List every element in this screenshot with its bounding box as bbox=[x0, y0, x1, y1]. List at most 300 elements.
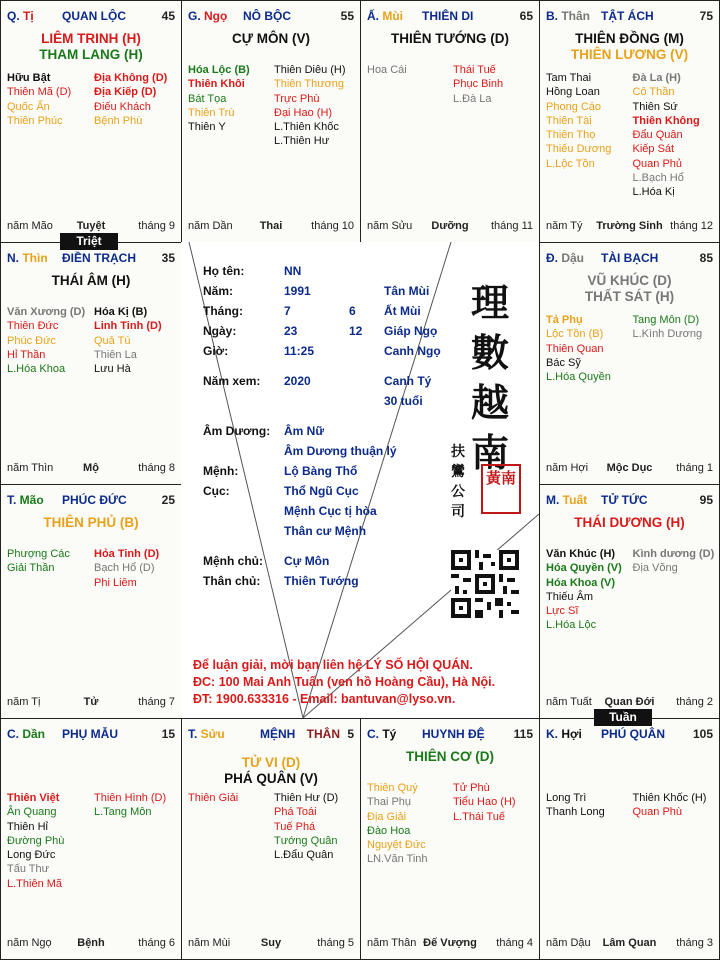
minor-star: Thiên Y bbox=[188, 121, 226, 134]
minor-star: Tấu Thư bbox=[7, 863, 50, 876]
year-branch: năm Tý bbox=[546, 220, 583, 232]
age: 30 tuổi bbox=[384, 394, 423, 408]
gio-label: Giờ: bbox=[203, 344, 229, 358]
palace-name: PHÚC ĐỨC bbox=[62, 493, 127, 507]
branch-suffix: Hợi bbox=[561, 727, 582, 741]
branch-suffix: Sửu bbox=[200, 727, 225, 741]
palace-branch bbox=[367, 727, 396, 741]
minor-star: Thiên Khốc (H) bbox=[632, 792, 707, 804]
minor-star: Thiên Đức bbox=[7, 320, 59, 333]
main-stars bbox=[540, 515, 719, 531]
minor-stars-right bbox=[633, 71, 700, 200]
minor-star: Quốc Ấn bbox=[7, 100, 50, 113]
branch-prefix: T. bbox=[188, 727, 201, 741]
minor-star: Phúc Đức bbox=[7, 334, 56, 347]
main-star: THIÊN LƯƠNG (V) bbox=[570, 47, 689, 62]
life-stage: Suy bbox=[260, 937, 282, 949]
minor-star: Thiếu Dương bbox=[546, 143, 612, 156]
minor-star: Tam Thai bbox=[546, 72, 592, 84]
palace-cell-khoi[interactable] bbox=[539, 718, 720, 960]
minor-star: Thiên Thọ bbox=[546, 129, 596, 142]
minor-star: Phá Toái bbox=[274, 806, 317, 819]
than-marker: THÂN bbox=[306, 727, 340, 741]
life-stage: Bệnh bbox=[77, 937, 105, 949]
nam-value: 1991 bbox=[284, 284, 311, 298]
minor-stars-right bbox=[453, 781, 516, 824]
palace-footer bbox=[546, 220, 713, 234]
palace-branch bbox=[546, 493, 587, 507]
minor-star: Phượng Các bbox=[7, 548, 70, 560]
minor-star: Thiên Sứ bbox=[632, 100, 678, 113]
main-stars bbox=[182, 31, 360, 47]
palace-cell-cty[interactable] bbox=[360, 718, 540, 960]
thanchu-value: Thiên Tướng bbox=[284, 574, 359, 588]
minor-star: L.Hóa Lộc bbox=[546, 619, 597, 632]
minor-star: Thiên Giải bbox=[188, 792, 239, 804]
qr-code-icon[interactable] bbox=[451, 550, 519, 618]
minor-star: Thiên Quan bbox=[546, 342, 604, 355]
minor-star: Văn Xương (D) bbox=[7, 306, 86, 318]
main-star: THẤT SÁT (H) bbox=[584, 289, 675, 304]
palace-footer bbox=[7, 220, 175, 234]
palace-branch bbox=[7, 727, 45, 741]
amduong-label: Âm Dương: bbox=[203, 424, 271, 438]
minor-stars-right bbox=[633, 313, 703, 342]
minor-stars-left bbox=[188, 791, 238, 805]
palace-number: 55 bbox=[340, 9, 354, 23]
cuc-label: Cục: bbox=[203, 484, 230, 498]
minor-star: Bát Tọa bbox=[188, 92, 227, 105]
month-label: tháng 8 bbox=[138, 462, 175, 474]
gio-canchi: Canh Ngọ bbox=[384, 344, 441, 358]
minor-star: Thanh Long bbox=[546, 806, 605, 819]
month-label: tháng 6 bbox=[138, 937, 175, 949]
cuc-value: Thổ Ngũ Cục bbox=[284, 484, 359, 498]
branch-prefix: Đ. bbox=[546, 251, 562, 265]
palace-number: 45 bbox=[161, 9, 175, 23]
main-star: THIÊN CƠ (D) bbox=[405, 749, 494, 764]
minor-star: Quan Phủ bbox=[632, 157, 683, 170]
minor-star: Linh Tinh (D) bbox=[94, 320, 162, 333]
center-info-panel bbox=[181, 242, 539, 718]
main-star: THIÊN PHỦ (B) bbox=[43, 515, 139, 530]
thang-label: Tháng: bbox=[203, 304, 243, 318]
minor-stars-left bbox=[546, 547, 622, 633]
year-branch: năm Ngọ bbox=[7, 937, 52, 949]
minor-stars-right bbox=[94, 71, 167, 128]
minor-stars-right bbox=[274, 791, 338, 862]
contact-line-3: ĐT: 1900.633316 - Email: bantuvan@lyso.vn. bbox=[193, 692, 456, 706]
main-star: LIÊM TRINH (H) bbox=[41, 31, 141, 46]
thanchu-label: Thân chủ: bbox=[203, 574, 261, 588]
branch-suffix: Tuất bbox=[562, 493, 588, 507]
calligraphy-side-text: 扶鸞公司 bbox=[451, 444, 465, 520]
palace-header bbox=[7, 251, 175, 267]
hoten-value: NN bbox=[284, 264, 302, 278]
palace-header bbox=[7, 727, 175, 743]
palace-name: QUAN LỘC bbox=[62, 9, 126, 23]
branch-suffix: Thân bbox=[561, 9, 591, 23]
calligraphy-ly: 理 bbox=[471, 280, 510, 325]
minor-star: Thiên Diêu (H) bbox=[274, 64, 346, 76]
life-stage: Mộc Dục bbox=[606, 462, 653, 474]
center-line bbox=[303, 242, 451, 718]
minor-star: LN.Văn Tinh bbox=[367, 853, 428, 866]
month-label: tháng 2 bbox=[676, 696, 713, 708]
minor-star: Thiên Hư (D) bbox=[274, 792, 339, 804]
minor-star: Tiểu Hao (H) bbox=[453, 796, 516, 809]
palace-branch bbox=[546, 251, 584, 265]
minor-stars-left bbox=[188, 63, 250, 134]
minor-star: Địa Võng bbox=[632, 562, 678, 575]
thang-value: 7 bbox=[284, 304, 291, 318]
palace-name: HUYNH ĐỆ bbox=[422, 727, 485, 741]
minor-stars-right bbox=[94, 305, 162, 376]
minor-star: Hỉ Thần bbox=[7, 348, 46, 361]
minor-star: L.Tang Môn bbox=[94, 806, 152, 819]
minor-star: L.Thiên Mã bbox=[7, 877, 63, 890]
minor-star: Tuế Phá bbox=[274, 820, 316, 833]
palace-footer bbox=[546, 696, 713, 710]
amduong-value: Âm Nữ bbox=[284, 424, 325, 438]
minor-star: L.Hóa Khoa bbox=[7, 363, 66, 376]
year-branch: năm Tuất bbox=[546, 696, 592, 708]
minor-star: L.Thiên Khốc bbox=[274, 121, 339, 134]
minor-stars-left bbox=[7, 71, 71, 128]
palace-branch bbox=[188, 9, 227, 23]
palace-footer bbox=[188, 220, 354, 234]
year-branch: năm Thân bbox=[367, 937, 417, 949]
minor-star: Thiên Phúc bbox=[7, 114, 63, 127]
palace-name: TÀI BẠCH bbox=[601, 251, 659, 265]
palace-cell-qti[interactable] bbox=[0, 0, 182, 243]
minor-star: Tang Môn (D) bbox=[632, 314, 700, 326]
minor-star: Hóa Quyền (V) bbox=[546, 562, 622, 575]
palace-footer bbox=[7, 462, 175, 476]
minor-star: Đào Hoa bbox=[367, 824, 411, 837]
life-stage: Mộ bbox=[83, 462, 99, 474]
tuan-badge: Tuần bbox=[594, 709, 652, 726]
branch-prefix: Ấ. bbox=[367, 9, 383, 23]
cuc-note: Mệnh Cục tị hòa bbox=[284, 504, 377, 518]
palace-branch bbox=[7, 251, 48, 265]
month-label: tháng 4 bbox=[496, 937, 533, 949]
main-stars bbox=[361, 749, 539, 765]
palace-number: 25 bbox=[161, 493, 175, 507]
life-stage: Thai bbox=[259, 220, 283, 232]
palace-branch bbox=[188, 727, 225, 741]
minor-star: Hóa Khoa (V) bbox=[546, 576, 616, 589]
month-label: tháng 7 bbox=[138, 696, 175, 708]
branch-prefix: C. bbox=[7, 727, 23, 741]
life-stage: Trường Sinh bbox=[596, 220, 663, 232]
palace-footer bbox=[367, 937, 533, 951]
minor-star: Thiên Hỉ bbox=[7, 820, 48, 833]
main-stars bbox=[1, 515, 181, 531]
palace-number: 105 bbox=[692, 727, 713, 741]
minor-star: Bạch Hổ (D) bbox=[94, 562, 155, 575]
main-star: THIÊN ĐỒNG (M) bbox=[575, 31, 684, 46]
palace-footer bbox=[7, 937, 175, 951]
menh-value: Lộ Bàng Thổ bbox=[284, 464, 358, 478]
branch-prefix: M. bbox=[546, 493, 563, 507]
minor-star: Hóa Lộc (B) bbox=[188, 64, 250, 76]
minor-stars-left bbox=[367, 63, 407, 77]
palace-cell-tsuu[interactable] bbox=[181, 718, 361, 960]
palace-name: PHÚ QUÂN bbox=[601, 727, 666, 741]
namxem-canchi: Canh Tý bbox=[384, 374, 432, 388]
main-star: THÁI ÂM (H) bbox=[51, 273, 131, 288]
palace-footer bbox=[546, 462, 713, 476]
palace-branch bbox=[7, 493, 44, 507]
palace-footer bbox=[546, 937, 713, 951]
month-label: tháng 12 bbox=[670, 220, 713, 232]
year-branch: năm Thìn bbox=[7, 462, 54, 474]
palace-cell-bthan[interactable] bbox=[539, 0, 720, 243]
ngay-value: 23 bbox=[284, 324, 298, 338]
minor-star: Long Đức bbox=[7, 849, 56, 862]
palace-number: 35 bbox=[161, 251, 175, 265]
calligraphy-viet: 越 bbox=[471, 380, 510, 425]
year-branch: năm Hợi bbox=[546, 462, 589, 474]
palace-header bbox=[188, 9, 354, 25]
palace-cell-tmao[interactable] bbox=[0, 484, 182, 719]
branch-suffix: Dậu bbox=[561, 251, 585, 265]
palace-header bbox=[188, 727, 354, 743]
month-label: tháng 1 bbox=[676, 462, 713, 474]
minor-star: Phi Liêm bbox=[94, 576, 137, 589]
main-stars bbox=[182, 755, 360, 787]
main-stars bbox=[1, 31, 181, 63]
palace-header bbox=[546, 493, 713, 509]
minor-star: Bác Sỹ bbox=[546, 356, 581, 369]
palace-header bbox=[546, 9, 713, 25]
palace-name: ĐIỀN TRẠCH bbox=[62, 251, 136, 265]
minor-star: Tử Phù bbox=[453, 782, 490, 794]
gio-value: 11:25 bbox=[284, 344, 315, 358]
menhchu-value: Cự Môn bbox=[284, 554, 330, 568]
minor-star: Thiên Hình (D) bbox=[94, 792, 167, 804]
minor-star: Giải Thần bbox=[7, 562, 55, 575]
main-star: TỬ VI (D) bbox=[241, 755, 301, 770]
minor-stars-right bbox=[633, 791, 707, 820]
branch-suffix: Mùi bbox=[382, 9, 404, 23]
palace-number: 95 bbox=[699, 493, 713, 507]
branch-suffix: Mão bbox=[19, 493, 44, 507]
calligraphy-nam: 南 bbox=[471, 430, 510, 475]
hoten-label: Họ tên: bbox=[203, 264, 245, 278]
minor-star: L.Bạch Hổ bbox=[632, 172, 684, 185]
minor-stars-left bbox=[367, 781, 428, 867]
life-stage: Dưỡng bbox=[431, 220, 469, 232]
minor-star: Hỏa Tinh (D) bbox=[94, 548, 160, 560]
minor-star: Thiên Tài bbox=[546, 114, 592, 127]
minor-star: Thiên Trù bbox=[188, 106, 235, 119]
main-star: THAM LANG (H) bbox=[39, 47, 143, 62]
namxem-label: Năm xem: bbox=[203, 374, 261, 388]
minor-star: L.Đẩu Quân bbox=[274, 849, 334, 862]
life-stage: Tử bbox=[83, 696, 99, 708]
minor-star: Thiên Việt bbox=[7, 792, 60, 804]
minor-star: Địa Giải bbox=[367, 810, 407, 823]
nam-canchi: Tân Mùi bbox=[384, 284, 430, 298]
minor-star: Tướng Quân bbox=[274, 834, 338, 847]
minor-star: Đà La (H) bbox=[632, 72, 681, 84]
minor-star: Thiên Mã (D) bbox=[7, 86, 72, 99]
minor-star: Thai Phụ bbox=[367, 796, 412, 809]
year-branch: năm Tị bbox=[7, 696, 41, 708]
year-branch: năm Sửu bbox=[367, 220, 413, 232]
contact-line-2: ĐC: 100 Mai Anh Tuấn (ven hồ Hoàng Cầu), Hà Nội. bbox=[193, 675, 496, 689]
palace-header bbox=[367, 9, 533, 25]
minor-star: Hoa Cái bbox=[367, 64, 407, 76]
amduong-note: Âm Dương thuận lý bbox=[284, 444, 397, 458]
thang-canchi: Ất Mùi bbox=[384, 304, 421, 318]
minor-star: Tả Phụ bbox=[546, 314, 583, 326]
main-star: THIÊN TƯỚNG (D) bbox=[391, 31, 509, 46]
minor-star: Thiên La bbox=[94, 348, 137, 361]
palace-header bbox=[367, 727, 533, 743]
palace-branch bbox=[7, 9, 34, 23]
minor-star: Hữu Bật bbox=[7, 72, 51, 84]
year-branch: năm Mùi bbox=[188, 937, 231, 949]
palace-name: MỆNH bbox=[260, 727, 296, 741]
minor-star: L.Thái Tuế bbox=[453, 810, 505, 823]
branch-suffix: Tý bbox=[382, 727, 397, 741]
minor-star: Đẩu Quân bbox=[632, 129, 683, 142]
main-star: PHÁ QUÂN (V) bbox=[224, 771, 318, 786]
palace-number: 85 bbox=[699, 251, 713, 265]
minor-star: Nguyệt Đức bbox=[367, 839, 426, 852]
minor-star: L.Hóa Quyền bbox=[546, 371, 611, 384]
palace-cell-mtuat[interactable] bbox=[539, 484, 720, 719]
menhchu-label: Mệnh chủ: bbox=[203, 554, 263, 568]
minor-star: Lực Sĩ bbox=[546, 605, 579, 618]
minor-stars-right bbox=[94, 547, 159, 590]
branch-prefix: B. bbox=[546, 9, 562, 23]
palace-footer bbox=[367, 220, 533, 234]
palace-cell-cdan[interactable] bbox=[0, 718, 182, 960]
ngay-lunar: 12 bbox=[349, 324, 363, 338]
calligraphy-so: 數 bbox=[471, 330, 510, 375]
life-stage: Quan Đới bbox=[604, 696, 655, 708]
branch-suffix: Ngọ bbox=[204, 9, 228, 23]
palace-number: 115 bbox=[513, 727, 533, 741]
year-branch: năm Dậu bbox=[546, 937, 591, 949]
minor-star: Hồng Loan bbox=[546, 86, 600, 99]
month-label: tháng 11 bbox=[490, 220, 533, 232]
palace-number: 65 bbox=[519, 9, 533, 23]
life-stage: Đế Vượng bbox=[423, 937, 477, 949]
branch-suffix: Dần bbox=[22, 727, 46, 741]
branch-prefix: T. bbox=[7, 493, 20, 507]
branch-prefix: N. bbox=[7, 251, 23, 265]
month-label: tháng 3 bbox=[676, 937, 713, 949]
branch-prefix: C. bbox=[367, 727, 383, 741]
palace-number: 75 bbox=[699, 9, 713, 23]
palace-footer bbox=[7, 696, 175, 710]
palace-name: TẬT ÁCH bbox=[601, 9, 654, 23]
nam-label: Năm: bbox=[203, 284, 234, 298]
main-stars bbox=[540, 273, 719, 305]
minor-star: L.Kình Dương bbox=[632, 328, 703, 341]
minor-star: Lưu Hà bbox=[94, 363, 131, 376]
life-stage: Tuyệt bbox=[76, 220, 106, 232]
minor-star: L.Hóa Kị bbox=[632, 186, 675, 199]
palace-header bbox=[7, 9, 175, 25]
branch-prefix: K. bbox=[546, 727, 562, 741]
minor-star: L.Đà La bbox=[453, 92, 492, 105]
minor-star: Kình dương (D) bbox=[632, 548, 715, 560]
palace-header bbox=[546, 251, 713, 267]
branch-suffix: Tị bbox=[23, 9, 34, 23]
minor-stars-left bbox=[7, 791, 64, 891]
branch-suffix: Thìn bbox=[22, 251, 48, 265]
minor-star: Thiên Không bbox=[632, 114, 700, 127]
palace-cell-ddau[interactable] bbox=[539, 242, 720, 485]
palace-number: 15 bbox=[161, 727, 175, 741]
contact-line-1: Để luận giải, mời bạn liên hệ LÝ SỐ HỘI QUÁN. bbox=[193, 658, 473, 672]
menh-label: Mệnh: bbox=[203, 464, 239, 478]
palace-header bbox=[546, 727, 713, 743]
main-star: CỰ MÔN (V) bbox=[232, 31, 310, 46]
palace-cell-gngo[interactable] bbox=[181, 0, 361, 243]
minor-stars-right bbox=[274, 63, 346, 149]
palace-cell-nthin[interactable] bbox=[0, 242, 182, 485]
minor-star: Bệnh Phù bbox=[94, 114, 143, 127]
branch-prefix: Q. bbox=[7, 9, 24, 23]
minor-stars-right bbox=[453, 63, 503, 106]
minor-star: Lộc Tồn (B) bbox=[546, 328, 604, 341]
minor-stars-left bbox=[546, 313, 611, 384]
minor-star: L.Thiên Hư bbox=[274, 135, 330, 148]
palace-number: 5 bbox=[347, 727, 354, 741]
than-cu-note: Thân cư Mệnh bbox=[284, 524, 367, 538]
palace-branch bbox=[546, 9, 590, 23]
minor-star: Cô Thần bbox=[632, 86, 675, 99]
minor-stars-right bbox=[94, 791, 166, 820]
minor-star: Quan Phù bbox=[632, 806, 683, 819]
main-stars bbox=[1, 273, 181, 289]
life-stage: Lâm Quan bbox=[602, 937, 657, 949]
minor-stars-right bbox=[633, 547, 715, 576]
palace-name: TỬ TỨC bbox=[601, 493, 648, 507]
namxem-value: 2020 bbox=[284, 374, 311, 388]
minor-star: Long Trì bbox=[546, 792, 587, 804]
ngay-canchi: Giáp Ngọ bbox=[384, 324, 438, 338]
palace-name: PHỤ MẪU bbox=[62, 727, 118, 741]
palace-cell-amui[interactable] bbox=[360, 0, 540, 243]
minor-stars-left bbox=[7, 305, 85, 376]
minor-star: Thiên Quý bbox=[367, 782, 418, 794]
main-stars bbox=[361, 31, 539, 47]
minor-star: Hóa Kị (B) bbox=[94, 306, 148, 318]
main-stars bbox=[540, 31, 719, 63]
minor-star: Thiên Khôi bbox=[188, 78, 245, 91]
ngay-label: Ngày: bbox=[203, 324, 237, 338]
month-label: tháng 5 bbox=[317, 937, 354, 949]
minor-star: Ân Quang bbox=[7, 806, 57, 819]
palace-header bbox=[7, 493, 175, 509]
main-star: THÁI DƯƠNG (H) bbox=[574, 515, 685, 530]
minor-star: Thái Tuế bbox=[453, 64, 496, 76]
minor-star: Thiếu Âm bbox=[546, 590, 594, 603]
red-seal-stamp: 黃南 bbox=[481, 464, 521, 514]
minor-stars-left bbox=[546, 71, 611, 171]
minor-star: Phong Cáo bbox=[546, 100, 602, 113]
palace-name: NÔ BỘC bbox=[243, 9, 291, 23]
month-label: tháng 10 bbox=[311, 220, 354, 232]
